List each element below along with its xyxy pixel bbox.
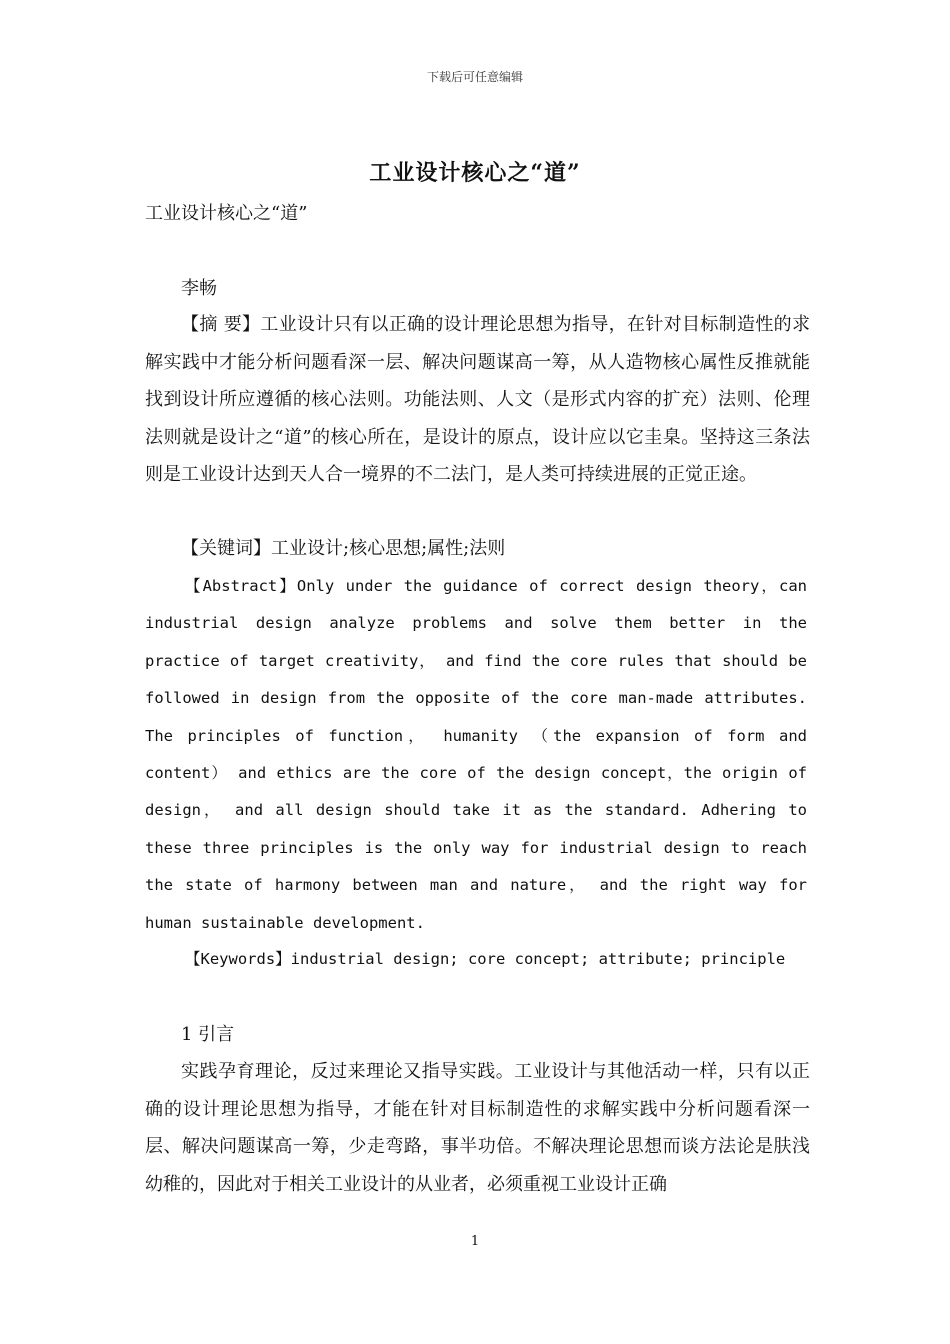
keywords-en: 【Keywords】industrial design; core concept; attribute; principle xyxy=(185,950,786,968)
abstract-en: 【Abstract】Only under the guidance of correct design theory，can industrial design analyze problems and solve them better in the practice of target creativity， and find the core rules that should be followed in design from the opposite of the core man-made attributes. The principles of function， humanity （the expansion of form and content） and ethics are the core of the design concept，the origin of design， and all design should take it as the standard. Adhering to these three principles is the only way for industrial design to reach the state of harmony between man and nature， and the right way for human sustainable development. xyxy=(145,577,807,932)
abstract-cn: 【摘 要】工业设计只有以正确的设计理论思想为指导，在针对目标制造性的求解实践中才能分析问题看深一层、解决问题谋高一筹，从人造物核心属性反推就能找到设计所应遵循的核心法则。功能法则、人文（是形式内容的扩充）法则、伦理法则就是设计之“道”的核心所在，是设计的原点，设计应以它圭臬。坚持这三条法则是工业设计达到天人合一境界的不二法门，是人类可持续进展的正觉正途。 xyxy=(145,314,810,485)
subtitle: 工业设计核心之“道” xyxy=(145,203,308,224)
document-title: 工业设计核心之“道” xyxy=(369,160,581,186)
section-heading: 1 引言 xyxy=(181,1024,235,1045)
intro-paragraph: 实践孕育理论，反过来理论又指导实践。工业设计与其他活动一样，只有以正确的设计理论思想为指导，才能在针对目标制造性的求解实践中分析问题看深一层、解决问题谋高一筹，少走弯路，事半功倍。不解决理论思想而谈方法论是肤浅幼稚的，因此对于相关工业设计的从业者，必须重视工业设计正确 xyxy=(145,1061,810,1195)
keywords-cn: 【关键词】工业设计;核心思想;属性;法则 xyxy=(181,538,506,559)
author: 李畅 xyxy=(181,278,217,299)
header-note: 下载后可任意编辑 xyxy=(426,70,523,84)
page-number: 1 xyxy=(470,1234,480,1249)
